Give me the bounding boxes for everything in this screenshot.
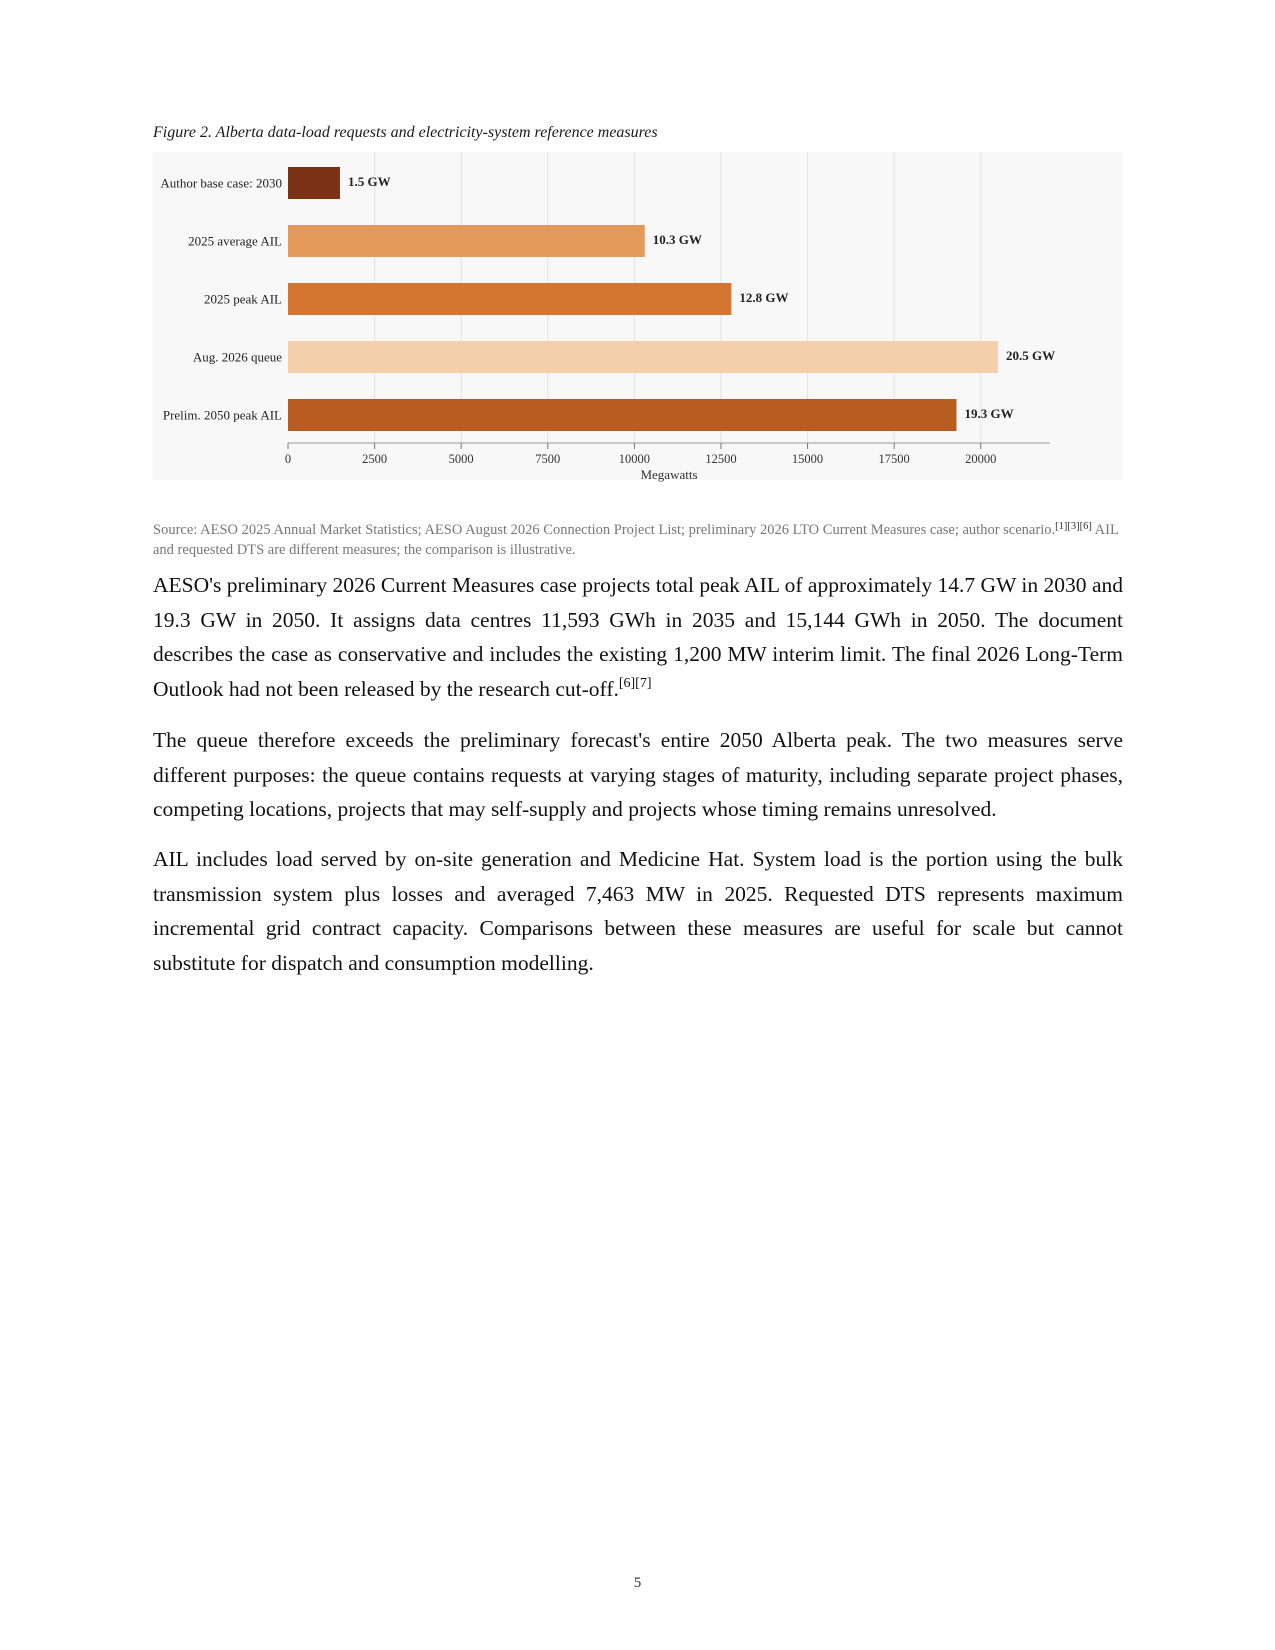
chart-bar bbox=[288, 283, 731, 315]
paragraph-1-text: AESO's preliminary 2026 Current Measures case projects total peak AIL of approximately 14.7 GW in 2030 and 19.3 GW in 2050. It assigns data centres 11,593 GWh in 2035 and 15,144 GWh in 2050. The document describes the case as conservative and includes the existing 1,200 MW interim limit. The final 2026 Long-Term Outlook had not been released by the research cut-off. bbox=[153, 573, 1123, 701]
chart-data-label: 10.3 GW bbox=[652, 232, 702, 247]
chart-x-tick-label: 7500 bbox=[535, 452, 561, 466]
chart-x-tick-label: 5000 bbox=[448, 452, 474, 466]
chart-bar bbox=[288, 399, 956, 431]
paragraph-3 bbox=[153, 842, 1123, 980]
chart-category-label: 2025 peak AIL bbox=[204, 291, 282, 307]
chart-x-tick-label: 15000 bbox=[791, 452, 824, 466]
chart-data-label: 12.8 GW bbox=[739, 290, 789, 305]
chart-x-tick-label: 20000 bbox=[965, 452, 997, 466]
chart-x-tick-label: 0 bbox=[284, 452, 292, 466]
paragraph-2-text: The queue therefore exceeds the preliminary forecast's entire 2050 Alberta peak. The two measures serve different purposes: the queue contains requests at varying stages of maturity, including separate project phases, competing locations, projects that may self-supply and projects whose timing remains unresolved. bbox=[153, 728, 1123, 821]
chart-data-label: 20.5 GW bbox=[1006, 348, 1056, 363]
paragraph-3-text: AIL includes load served by on-site generation and Medicine Hat. System load is the portion using the bulk transmission system plus losses and averaged 7,463 MW in 2025. Requested DTS represents maximum incremental grid contract capacity. Comparisons between these measures are useful for scale but cannot substitute for dispatch and consumption modelling. bbox=[153, 847, 1123, 975]
chart-x-tick-label: 17500 bbox=[878, 452, 910, 466]
chart-category-label: Aug. 2026 queue bbox=[192, 349, 282, 365]
source-text: Source: AESO 2025 Annual Market Statistics; AESO August 2026 Connection Project List; preliminary 2026 LTO Current Measures case; author scenario. bbox=[153, 522, 1056, 538]
paragraph-1-references: [6][7] bbox=[618, 675, 652, 691]
source-references: [1][3][6] bbox=[1055, 521, 1092, 532]
chart-data-label: 19.3 GW bbox=[964, 406, 1014, 421]
page-number: 5 bbox=[633, 1575, 642, 1591]
chart-data-label: 1.5 GW bbox=[347, 174, 391, 189]
chart-x-tick-label: 2500 bbox=[362, 452, 388, 466]
chart-bar bbox=[288, 225, 645, 257]
chart-category-label: Author base case: 2030 bbox=[160, 175, 282, 191]
figure-source-note bbox=[153, 520, 1121, 560]
paragraph-1 bbox=[153, 568, 1123, 706]
chart-x-tick-label: 10000 bbox=[618, 452, 650, 466]
bar-chart bbox=[153, 152, 1123, 512]
chart-x-axis-title: Megawatts bbox=[640, 467, 698, 482]
figure-caption: Figure 2. Alberta data-load requests and electricity-system reference measures bbox=[153, 124, 658, 141]
bar-chart-svg bbox=[153, 152, 1123, 512]
chart-bar bbox=[288, 341, 998, 373]
paragraph-2 bbox=[153, 723, 1123, 827]
chart-x-tick-label: 12500 bbox=[705, 452, 737, 466]
chart-category-label: Prelim. 2050 peak AIL bbox=[162, 407, 282, 423]
chart-bar bbox=[288, 167, 340, 199]
source-note: AIL and requested DTS are different measures; the comparison is illustrative. bbox=[153, 522, 1119, 558]
chart-category-label: 2025 average AIL bbox=[188, 233, 282, 249]
